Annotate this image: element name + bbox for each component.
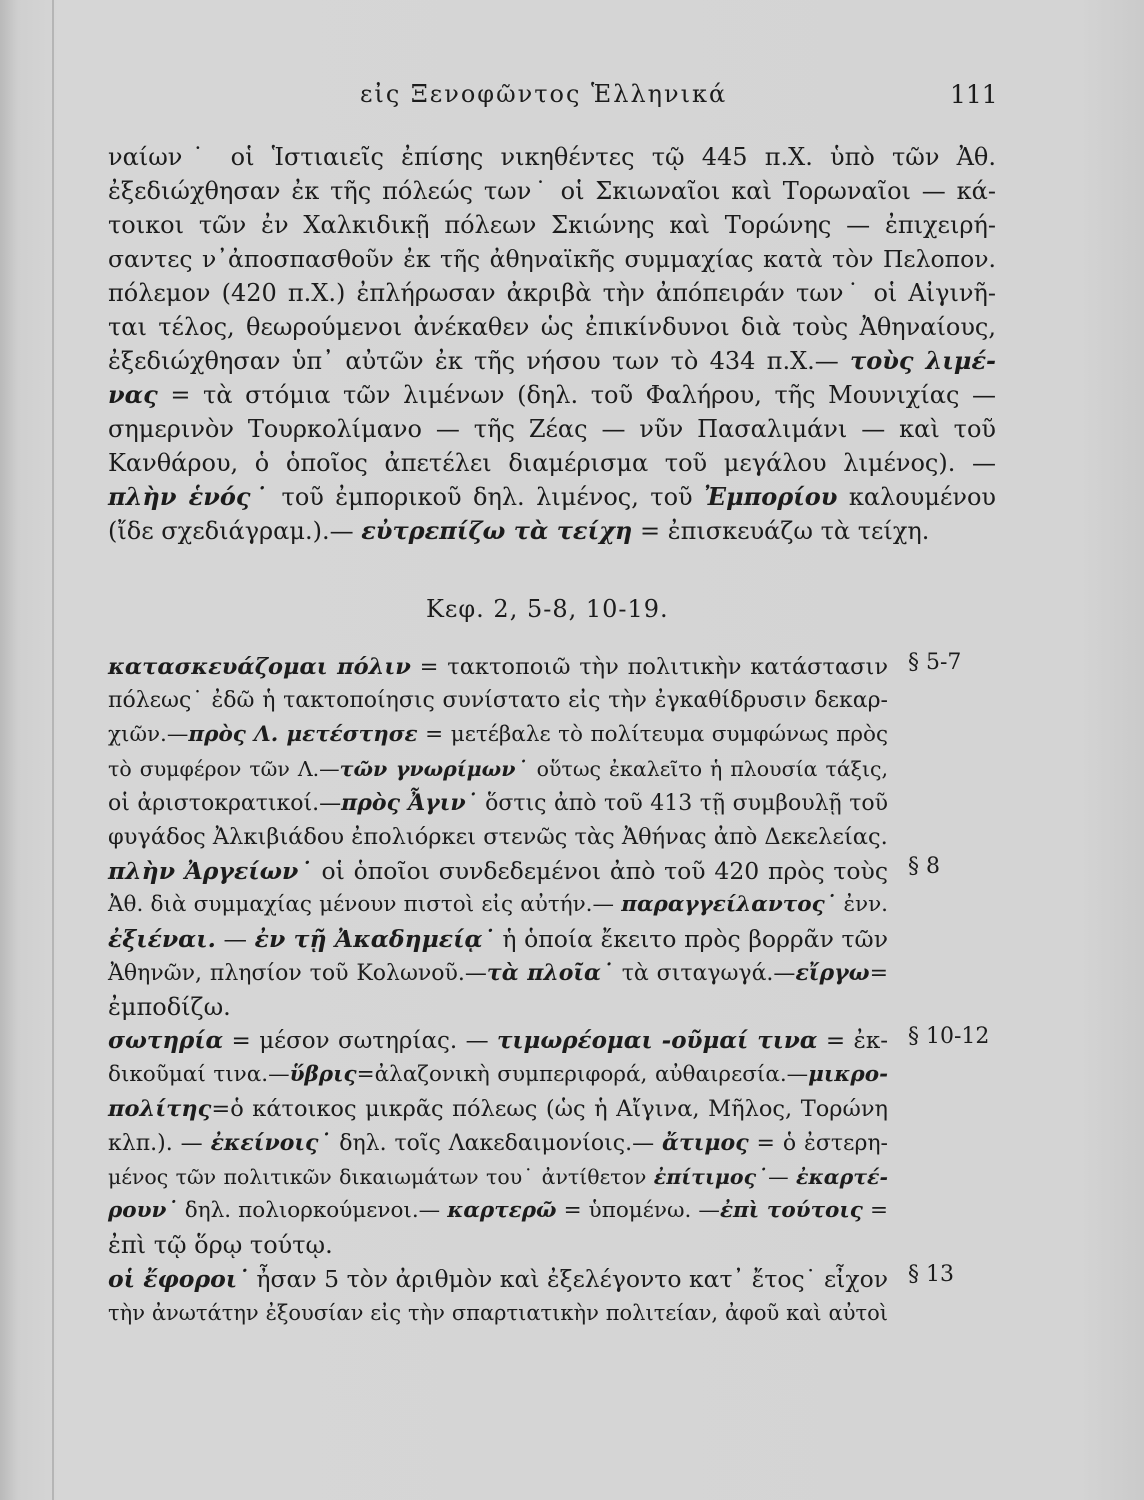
text-line [108, 752, 888, 786]
lemma-term: πλὴν ἑνός˙ [108, 482, 271, 511]
text-line [108, 174, 996, 208]
commentary-block-1 [108, 140, 996, 548]
lemma-term: ρουν˙ [108, 1198, 178, 1223]
text-line [108, 1160, 888, 1194]
lemma-term: κατασκευάζομαι πόλιν [108, 654, 411, 680]
text-line [108, 514, 996, 548]
text-span: κλπ.). — [108, 1131, 211, 1156]
text-line [108, 446, 996, 480]
lemma-term: νας [108, 380, 158, 409]
text-span: ὅστις ἀπὸ τοῦ 413 τῇ συμβουλῇ τοῦ [477, 791, 888, 816]
text-span: δικοῦμαί τινα.— [108, 1062, 290, 1087]
lemma-term: πολίτης [108, 1096, 212, 1122]
text-line [108, 1024, 888, 1058]
text-line [108, 956, 888, 990]
text-span: πόλεμον (420 π.Χ.) ἐπλήρωσαν ἀκριβὰ τὴν ἀπόπειράν των˙ οἱ Αἰγινῆ- [108, 279, 996, 307]
lemma-term: πρὸς Λ. μετέστησε [188, 722, 418, 747]
lemma-term: Ἐμπορίου [704, 482, 838, 511]
text-span: οἱ ἀριστοκρατικοί.— [108, 791, 342, 816]
text-span: ἐξεδιώχθησαν ὑπ᾿ αὐτῶν ἐκ τῆς νήσου των τὸ 434 π.Χ.— [108, 347, 851, 375]
text-span: Ἀθ. διὰ συμμαχίας μένουν πιστοὶ εἰς αὐτήν.— [108, 892, 622, 917]
text-line [108, 1262, 888, 1296]
text-span: = ὁ ἐστερη- [748, 1131, 888, 1156]
text-span: Κανθάρου, ὁ ὁποῖος ἀπετέλει διαμέρισμα τοῦ μεγάλου λιμένος). — [108, 449, 996, 477]
text-span: ἡ ὁποία ἔκειτο πρὸς βορρᾶν τῶν [494, 925, 888, 953]
text-span: ἐμποδίζω. [108, 993, 231, 1021]
text-line [108, 378, 996, 412]
section-heading: Κεφ. 2, 5-8, 10-19. [426, 595, 669, 623]
text-line [108, 888, 888, 922]
commentary-block-2 [108, 650, 996, 1330]
text-line [108, 786, 888, 820]
lemma-term: ἐπίτιμος˙ [653, 1165, 769, 1189]
text-span: σημερινὸν Τουρκολίμανο — τῆς Ζέας — νῦν Πασαλιμάνι — καὶ τοῦ [108, 415, 996, 443]
page-number: 111 [950, 80, 998, 109]
lemma-term: παραγγείλαντος˙ [621, 892, 837, 917]
lemma-term: ἄτιμος [662, 1130, 749, 1156]
text-line [108, 1296, 888, 1330]
lemma-term: ἐξιέναι. [108, 925, 216, 953]
lemma-term: εἴργω [795, 960, 870, 986]
text-span: δηλ. πολιορκούμενοι.— [177, 1198, 448, 1223]
text-line [108, 650, 888, 684]
text-line [108, 276, 996, 310]
text-span: = ὑπομένω. — [556, 1198, 720, 1223]
marginal-ref-5-7: § 5-7 [908, 650, 962, 675]
text-line [108, 344, 996, 378]
lemma-term: ἐπὶ τούτοις [719, 1198, 863, 1223]
text-span: ναίων˙ οἱ Ἱστιαιεῖς ἐπίσης νικηθέντες τῷ 445 π.Χ. ὑπὸ τῶν Ἀθ. [108, 143, 996, 171]
text-span: = [869, 961, 888, 986]
text-line [108, 820, 888, 854]
lemma-term: εὐτρεπίζω τὰ τείχη [361, 516, 633, 545]
text-span: πόλεως˙ ἐδῶ ἡ τακτοποίησις συνίστατο εἰς τὴν ἐγκαθίδρυσιν δεκαρ- [108, 688, 888, 713]
marginal-ref-10-12: § 10-12 [908, 1024, 990, 1049]
running-title: εἰς Ξενοφῶντος Ἑλληνικά [360, 80, 728, 108]
lemma-term: οἱ ἔφοροι˙ [108, 1265, 249, 1293]
text-span: τοῦ ἐμπορικοῦ δηλ. λιμένος, τοῦ [270, 483, 705, 511]
lemma-term: ἐκείνοις˙ [210, 1130, 332, 1156]
lemma-term: ὕβρις [289, 1062, 357, 1087]
text-span: σαντες ν᾿ἀποσπασθοῦν ἐκ τῆς ἀθηναϊκῆς συμμαχίας κατὰ τὸν Πελοπον. [108, 245, 996, 273]
text-span: μένος τῶν πολιτικῶν δικαιωμάτων του˙ ἀντίθετον [108, 1165, 654, 1189]
lemma-term: μικρο- [808, 1062, 888, 1087]
lemma-term: τὰ πλοῖα˙ [486, 960, 614, 986]
marginal-ref-8: § 8 [908, 854, 940, 879]
text-span: τὸ συμφέρον τῶν Λ.— [108, 757, 340, 781]
text-span: ἦσαν 5 τὸν ἀριθμὸν καὶ ἐξελέγοντο κατ᾿ ἔτος˙ εἶχον [248, 1265, 889, 1293]
text-line [108, 1092, 888, 1126]
text-line [108, 1126, 888, 1160]
text-line [108, 310, 996, 344]
lemma-term: ἐκαρτέ- [795, 1165, 888, 1189]
text-span: (ἴδε σχεδιάγραμ.).— [108, 517, 362, 545]
text-line [108, 990, 888, 1024]
text-span: = τὰ στόμια τῶν λιμένων (δηλ. τοῦ Φαλήρου, τῆς Μουνιχίας — [157, 381, 996, 409]
text-span: Ἀθηνῶν, πλησίον τοῦ Κολωνοῦ.— [108, 961, 487, 986]
lemma-term: ἐν τῇ Ἀκαδημείᾳ˙ [254, 925, 495, 953]
text-span: = μετέβαλε τὸ πολίτευμα συμφώνως πρὸς [417, 722, 888, 747]
text-span: ἐξεδιώχθησαν ἐκ τῆς πόλεώς των˙ οἱ Σκιωναῖοι καὶ Τορωναῖοι — κά- [108, 177, 996, 205]
book-gutter [52, 0, 54, 1500]
text-line [108, 1228, 888, 1262]
text-line [108, 684, 888, 718]
text-span: = ἐκ- [817, 1028, 888, 1054]
text-line [108, 208, 996, 242]
lemma-term: πρὸς Ἆγιν˙ [341, 790, 478, 816]
text-span: ται τέλος, θεωρούμενοι ἀνέκαθεν ὡς ἐπικίνδυνοι διὰ τοὺς Ἀθηναίους, [108, 313, 996, 341]
text-line [108, 412, 996, 446]
text-line [108, 1058, 888, 1092]
lemma-term: σωτηρία [108, 1027, 224, 1054]
text-line [108, 140, 996, 174]
lemma-term: τοὺς λιμέ- [850, 346, 997, 375]
text-span: δηλ. τοῖς Λακεδαιμονίοις.— [331, 1131, 663, 1156]
text-span: τὴν ἀνωτάτην ἐξουσίαν εἰς τὴν σπαρτιατικὴν πολιτείαν, ἀφοῦ καὶ αὐτοὶ [108, 1301, 888, 1325]
lemma-term: τῶν γνωρίμων˙ [339, 757, 529, 781]
text-line [108, 922, 888, 956]
text-span: = ἐπισκευάζω τὰ τείχη. [632, 517, 930, 545]
text-span: οἱ ὁποῖοι συνδεδεμένοι ἀπὸ τοῦ 420 πρὸς τοὺς [312, 857, 888, 885]
lemma-term: τιμωρέομαι -οῦμαί τινα [496, 1027, 818, 1054]
text-span: = [862, 1198, 888, 1223]
text-span: οὕτως ἐκαλεῖτο ἡ πλουσία τάξις, [528, 757, 889, 781]
text-line [108, 1194, 888, 1228]
text-span: — [215, 925, 255, 953]
text-span: φυγάδος Ἀλκιβιάδου ἐπολιόρκει στενῶς τὰς Ἀθήνας ἀπὸ Δεκελείας. [108, 824, 888, 850]
lemma-term: πλὴν Ἀργείων˙ [108, 857, 313, 885]
text-span: = τακτοποιῶ τὴν πολιτικὴν κατάστασιν [410, 654, 888, 680]
text-span: — [768, 1165, 796, 1189]
text-line [108, 718, 888, 752]
text-span: χιῶν.— [108, 722, 189, 747]
text-span: ἐνν. [836, 892, 888, 917]
lemma-term: καρτερῶ [447, 1198, 557, 1223]
text-span: ἐπὶ τῷ ὅρῳ τούτῳ. [108, 1231, 333, 1259]
text-line [108, 242, 996, 276]
text-span: =ὁ κάτοικος μικρᾶς πόλεως (ὡς ἡ Αἴγινα, Μῆλος, Τορώνη [211, 1096, 888, 1122]
text-line [108, 854, 888, 888]
marginal-ref-13: § 13 [908, 1262, 954, 1287]
text-span: =ἀλαζονικὴ συμπεριφορά, αὐθαιρεσία.— [356, 1062, 809, 1087]
text-span: καλουμένου [837, 483, 997, 511]
text-span: τοικοι τῶν ἐν Χαλκιδικῇ πόλεων Σκιώνης καὶ Τορώνης — ἐπιχειρή- [108, 211, 996, 239]
text-line [108, 480, 996, 514]
text-span: τὰ σιταγωγά.— [613, 961, 796, 986]
text-span: = μέσον σωτηρίας. — [223, 1028, 497, 1054]
